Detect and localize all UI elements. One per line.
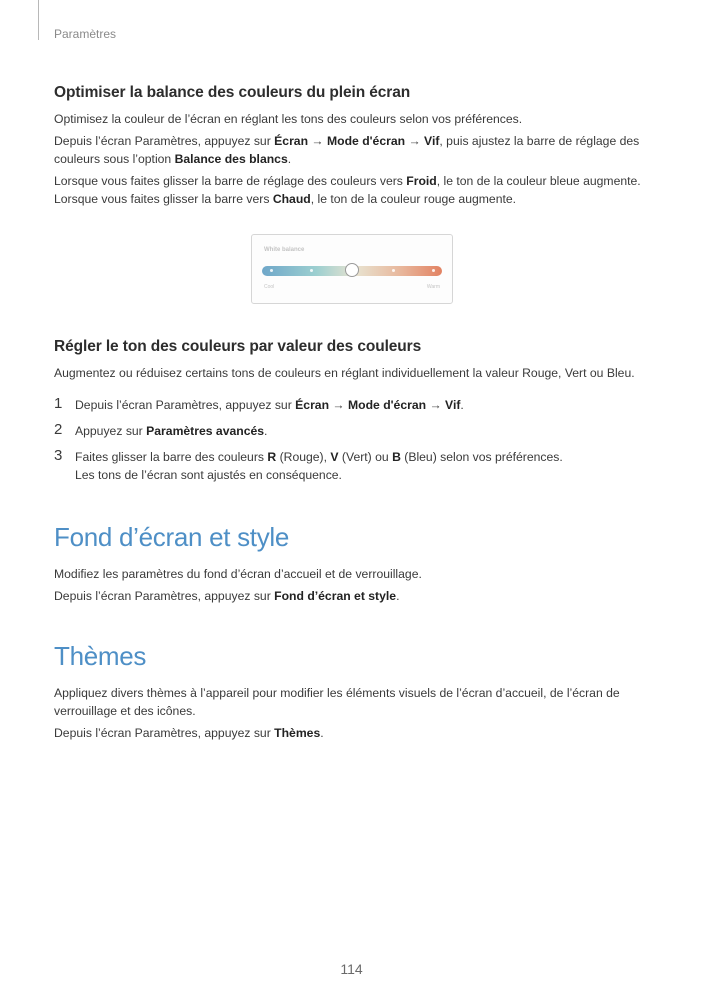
- illustration-wrapper: [54, 216, 654, 332]
- term-froid: Froid: [406, 174, 437, 188]
- section-title-rgb: Régler le ton des couleurs par valeur des couleurs: [54, 338, 422, 355]
- text: .: [264, 424, 268, 438]
- section-title-color-balance: Optimiser la balance des couleurs du plein écran: [54, 84, 411, 101]
- text: , le ton de la couleur rouge augmente.: [310, 192, 517, 206]
- paragraph: [54, 132, 654, 168]
- step-number: 2: [54, 421, 63, 438]
- arrow: →: [426, 398, 446, 412]
- text: (Vert) ou: [338, 450, 393, 464]
- text: Appuyez sur: [75, 424, 147, 438]
- paragraph: Optimisez la couleur de l’écran en réglant les tons des couleurs selon vos préférences.: [54, 112, 523, 126]
- step-number: 3: [54, 447, 63, 464]
- menu-path-mode-ecran: Mode d'écran: [327, 134, 406, 148]
- text: (Rouge),: [276, 450, 331, 464]
- text: Depuis l’écran Paramètres, appuyez sur: [54, 589, 275, 603]
- text: Depuis l’écran Paramètres, appuyez sur: [54, 134, 275, 148]
- arrow: →: [308, 134, 327, 148]
- paragraph: Augmentez ou réduisez certains tons de couleurs en réglant individuellement la valeur Rouge, Vert ou Bleu.: [54, 366, 635, 380]
- color-r: R: [267, 450, 277, 464]
- color-v: V: [330, 450, 339, 464]
- option-balance-blancs: Balance des blancs: [174, 152, 288, 166]
- paragraph: [54, 172, 654, 208]
- slider-step-dot: [432, 269, 435, 272]
- term-chaud: Chaud: [272, 192, 311, 206]
- text: Lorsque vous faites glisser la barre de réglage des couleurs vers: [54, 174, 407, 188]
- arrow: →: [405, 134, 425, 148]
- paragraph: [54, 587, 654, 605]
- menu-path-parametres-avances: Paramètres avancés: [146, 424, 265, 438]
- text: .: [460, 398, 464, 412]
- paragraph: Appliquez divers thèmes à l’appareil pour modifier les éléments visuels de l’écran d’accueil, de l’écran de verrouillage et des icônes.: [54, 686, 620, 718]
- menu-path-vif: Vif: [445, 398, 461, 412]
- text: , puis ajustez la barre de réglage des couleurs sous l’option: [54, 134, 640, 166]
- menu-path-themes: Thèmes: [274, 726, 321, 740]
- text: Les tons de l’écran sont ajustés en conséquence.: [75, 468, 342, 482]
- white-balance-illustration: [251, 234, 453, 304]
- text: .: [396, 589, 400, 603]
- slider-step-dot: [392, 269, 395, 272]
- menu-path-fond-ecran: Fond d’écran et style: [274, 589, 397, 603]
- slider-step-dot: [310, 269, 313, 272]
- text: .: [320, 726, 324, 740]
- step-number: 1: [54, 395, 63, 412]
- section-title-wallpaper: Fond d’écran et style: [54, 522, 290, 552]
- menu-path-vif: Vif: [424, 134, 440, 148]
- paragraph: [54, 724, 654, 742]
- step-item: [54, 422, 654, 440]
- white-balance-slider-knob[interactable]: [345, 263, 359, 277]
- slider-step-dot: [270, 269, 273, 272]
- step-item: [54, 448, 654, 484]
- text: .: [287, 152, 292, 166]
- warm-label: Warm: [426, 284, 440, 290]
- text: Depuis l’écran Paramètres, appuyez sur: [54, 726, 275, 740]
- page-content: [54, 84, 654, 746]
- steps-list: [54, 396, 654, 484]
- paragraph: Modifiez les paramètres du fond d’écran d’accueil et de verrouillage.: [54, 567, 422, 581]
- header-label: Paramètres: [54, 27, 117, 41]
- text: Faites glisser la barre des couleurs: [75, 450, 268, 464]
- color-b: B: [392, 450, 401, 464]
- text: , le ton de la couleur bleue augmente. Lorsque vous faites glisser la barre vers: [54, 174, 641, 206]
- text: (Bleu) selon vos préférences.: [400, 450, 563, 464]
- menu-path-ecran: Écran: [295, 398, 330, 412]
- cool-label: Cool: [264, 284, 275, 290]
- arrow: →: [329, 398, 348, 412]
- menu-path-ecran: Écran: [274, 134, 309, 148]
- section-title-themes: Thèmes: [54, 641, 147, 671]
- section-wallpaper: [54, 522, 654, 605]
- text: Depuis l’écran Paramètres, appuyez sur: [75, 398, 296, 412]
- section-themes: [54, 641, 654, 742]
- step-item: [54, 396, 654, 414]
- header-rule: [38, 0, 39, 40]
- page-number: 114: [340, 961, 363, 977]
- illustration-title: White balance: [264, 247, 305, 253]
- menu-path-mode-ecran: Mode d'écran: [348, 398, 427, 412]
